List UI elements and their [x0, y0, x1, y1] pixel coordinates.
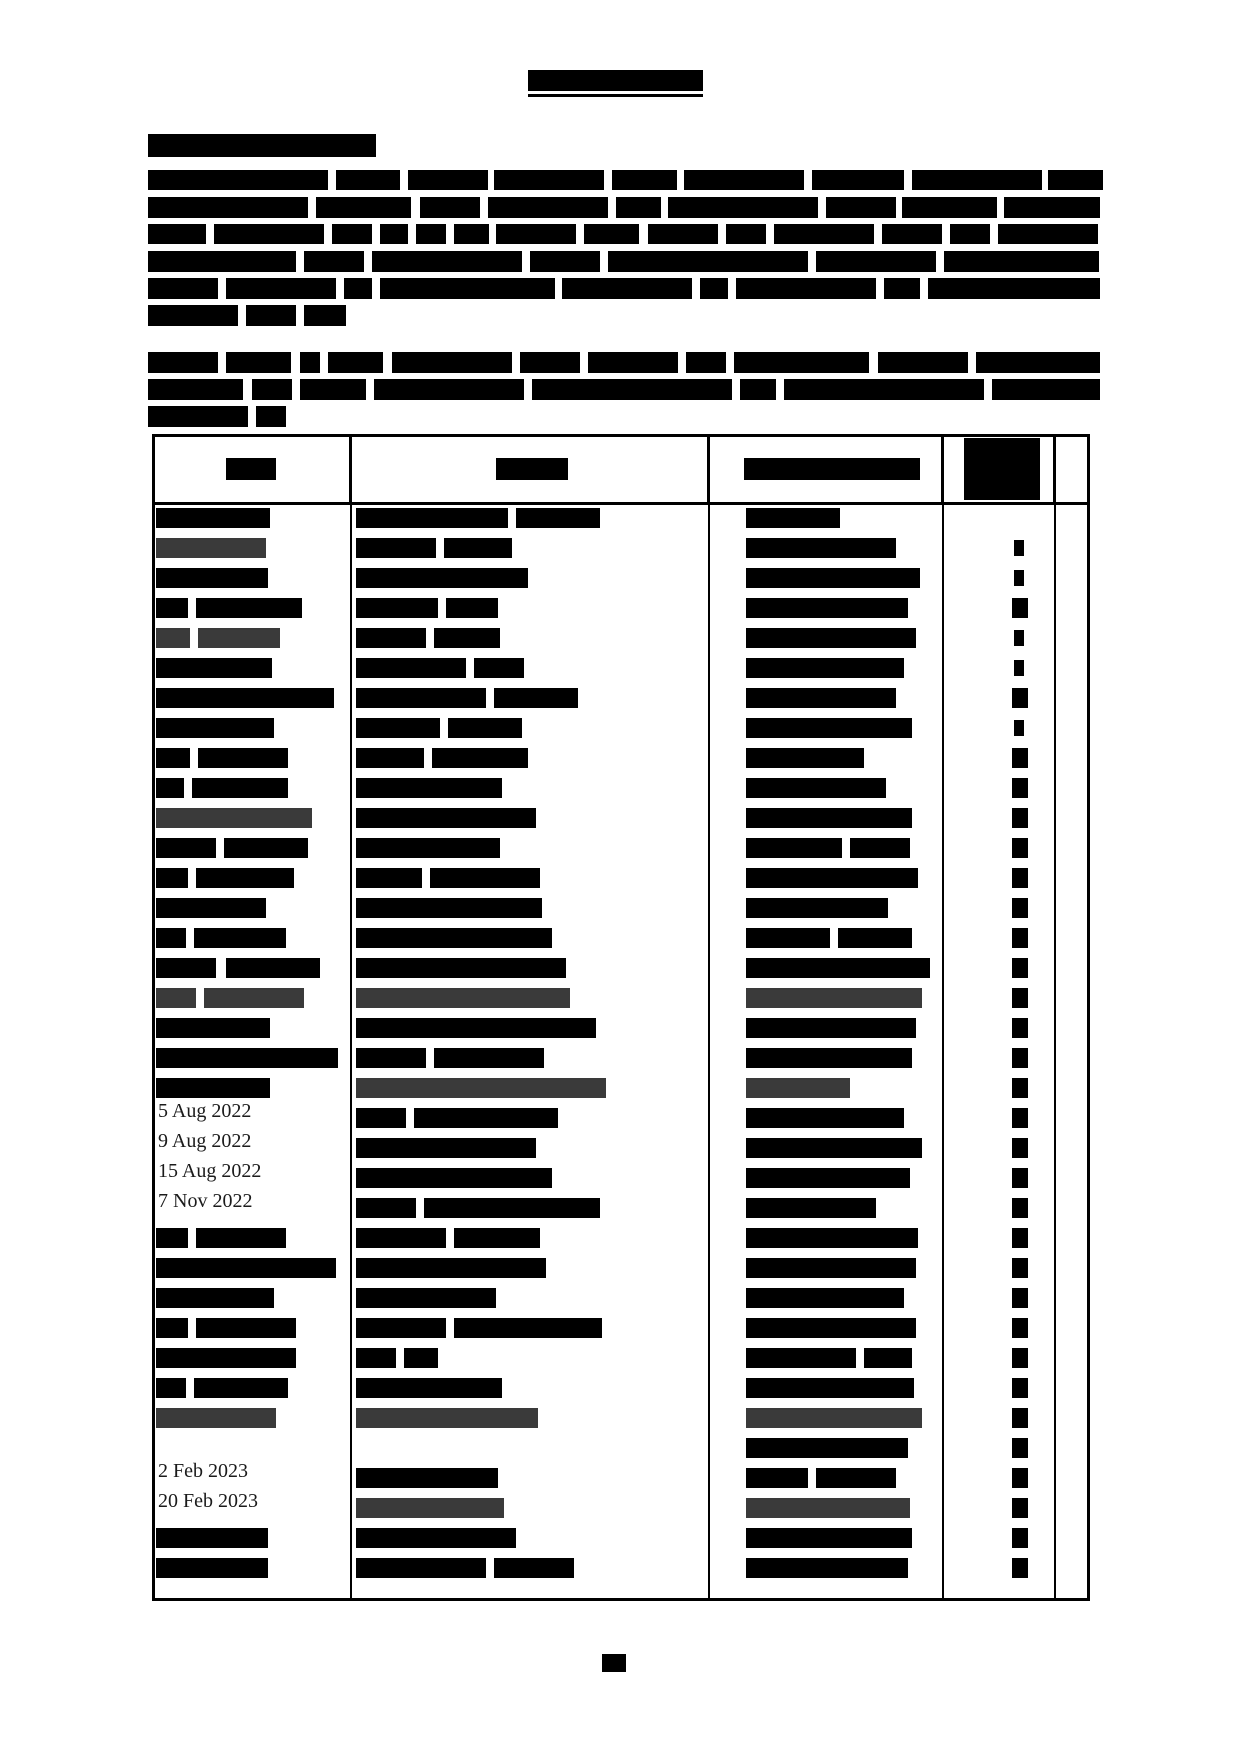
- paragraph-line: [148, 305, 238, 326]
- paragraph-line: [944, 251, 1099, 272]
- cell-date-redaction: [156, 1048, 338, 1068]
- cell-source-redaction: [746, 928, 830, 948]
- paragraph-line: [784, 379, 984, 400]
- cell-source-redaction: [746, 1228, 918, 1248]
- paragraph-line: [816, 251, 936, 272]
- paragraph-line: [588, 352, 678, 373]
- table-border-top: [152, 434, 1090, 437]
- cell-mark-redaction: [1014, 570, 1024, 586]
- table-col-separator-4: [1053, 434, 1056, 502]
- cell-date-text: 20 Feb 2023: [158, 1490, 258, 1512]
- paragraph-line: [344, 278, 372, 299]
- table-col-separator-4-body: [1054, 505, 1056, 1598]
- cell-source-redaction: [850, 838, 910, 858]
- cell-description-redaction: [454, 1228, 540, 1248]
- cell-description-redaction: [356, 1198, 416, 1218]
- cell-mark-redaction: [1012, 1558, 1028, 1578]
- cell-source-redaction: [746, 1558, 908, 1578]
- paragraph-line: [226, 352, 291, 373]
- cell-description-redaction: [474, 658, 524, 678]
- paragraph-line: [408, 170, 488, 190]
- cell-description-redaction: [356, 1468, 498, 1488]
- cell-description-redaction: [356, 958, 566, 978]
- paragraph-line: [902, 197, 997, 218]
- paragraph-line: [734, 352, 869, 373]
- cell-date-text: 15 Aug 2022: [158, 1160, 262, 1182]
- cell-description-redaction: [356, 628, 426, 648]
- cell-date-text: 7 Nov 2022: [158, 1190, 253, 1212]
- paragraph-line: [812, 170, 904, 190]
- document-title-redaction: [528, 70, 703, 91]
- cell-source-redaction: [746, 718, 912, 738]
- cell-date-text: 2 Feb 2023: [158, 1460, 248, 1482]
- cell-source-redaction: [746, 1378, 914, 1398]
- cell-description-redaction: [404, 1348, 438, 1368]
- cell-date-redaction: [156, 778, 184, 798]
- paragraph-line: [700, 278, 728, 299]
- cell-date-redaction: [156, 568, 268, 588]
- paragraph-line: [686, 352, 726, 373]
- cell-date-redaction: [156, 688, 334, 708]
- cell-mark-redaction: [1012, 748, 1028, 768]
- cell-description-redaction: [494, 1558, 574, 1578]
- cell-mark-redaction: [1012, 1228, 1028, 1248]
- paragraph-line: [684, 170, 804, 190]
- cell-source-redaction: [746, 658, 904, 678]
- cell-mark-redaction: [1012, 1198, 1028, 1218]
- cell-source-redaction: [746, 1168, 910, 1188]
- paragraph-line: [214, 224, 324, 244]
- paragraph-line: [494, 170, 604, 190]
- cell-mark-redaction: [1012, 1348, 1028, 1368]
- paragraph-line: [608, 251, 808, 272]
- paragraph-line: [726, 224, 766, 244]
- cell-date-redaction: [156, 928, 186, 948]
- cell-date-redaction: [156, 988, 196, 1008]
- cell-description-redaction: [424, 1198, 600, 1218]
- paragraph-line: [226, 278, 336, 299]
- cell-description-redaction: [356, 688, 486, 708]
- cell-description-redaction: [356, 1228, 446, 1248]
- paragraph-line: [1004, 197, 1100, 218]
- cell-mark-redaction: [1012, 1498, 1028, 1518]
- page-number-redaction: [602, 1654, 626, 1672]
- paragraph-line: [736, 278, 876, 299]
- paragraph-line: [380, 278, 555, 299]
- table-col-separator-3-body: [942, 505, 944, 1598]
- cell-date-redaction: [156, 1288, 274, 1308]
- paragraph-line: [562, 278, 692, 299]
- paragraph-line: [648, 224, 718, 244]
- cell-source-redaction: [746, 1468, 808, 1488]
- paragraph-line: [976, 352, 1100, 373]
- paragraph-line: [612, 170, 677, 190]
- cell-source-redaction: [746, 688, 896, 708]
- cell-description-redaction: [356, 838, 500, 858]
- cell-date-redaction: [156, 808, 312, 828]
- paragraph-line: [496, 224, 576, 244]
- table-header-separator: [152, 502, 1090, 505]
- table-col-separator-3: [941, 434, 944, 502]
- cell-description-redaction: [356, 598, 438, 618]
- cell-mark-redaction: [1012, 1108, 1028, 1128]
- cell-description-redaction: [356, 1108, 406, 1128]
- cell-source-redaction: [746, 988, 922, 1008]
- cell-description-redaction: [356, 718, 440, 738]
- cell-mark-redaction: [1012, 1288, 1028, 1308]
- cell-mark-redaction: [1012, 898, 1028, 918]
- cell-date-redaction: [156, 748, 190, 768]
- cell-date-redaction: [156, 838, 216, 858]
- paragraph-line: [488, 197, 608, 218]
- paragraph-line: [148, 251, 296, 272]
- paragraph-line: [530, 251, 600, 272]
- table-col-separator-2: [707, 434, 710, 502]
- cell-date-redaction: [156, 1348, 296, 1368]
- cell-mark-redaction: [1012, 1438, 1028, 1458]
- table-col-separator-1: [349, 434, 352, 502]
- cell-description-redaction: [356, 508, 508, 528]
- cell-source-redaction: [746, 568, 920, 588]
- paragraph-line: [336, 170, 400, 190]
- cell-description-redaction: [356, 1078, 606, 1098]
- cell-description-redaction: [448, 718, 522, 738]
- cell-date-redaction: [156, 508, 270, 528]
- cell-source-redaction: [746, 868, 918, 888]
- paragraph-line: [616, 197, 661, 218]
- cell-date-redaction: [198, 748, 288, 768]
- document-title-underline: [528, 94, 703, 97]
- paragraph-line: [774, 224, 874, 244]
- paragraph-line: [316, 197, 411, 218]
- paragraph-line: [246, 305, 296, 326]
- cell-mark-redaction: [1012, 1048, 1028, 1068]
- cell-date-redaction: [156, 598, 188, 618]
- column-header-mark-redaction: [964, 438, 1040, 500]
- cell-source-redaction: [746, 1318, 916, 1338]
- cell-description-redaction: [446, 598, 498, 618]
- cell-source-redaction: [746, 1078, 850, 1098]
- cell-date-redaction: [196, 598, 302, 618]
- table-col-separator-2-body: [708, 505, 710, 1598]
- paragraph-line: [950, 224, 990, 244]
- cell-description-redaction: [454, 1318, 602, 1338]
- cell-mark-redaction: [1012, 1318, 1028, 1338]
- paragraph-line: [304, 305, 346, 326]
- cell-description-redaction: [356, 748, 424, 768]
- cell-date-redaction: [156, 1378, 186, 1398]
- paragraph-line: [532, 379, 732, 400]
- cell-description-redaction: [356, 1138, 536, 1158]
- cell-source-redaction: [746, 1138, 922, 1158]
- cell-date-redaction: [156, 898, 266, 918]
- table-border-bottom: [152, 1598, 1090, 1601]
- cell-date-redaction: [192, 778, 288, 798]
- cell-description-redaction: [356, 538, 436, 558]
- table-border-left: [152, 434, 155, 1601]
- cell-date-redaction: [226, 958, 320, 978]
- cell-description-redaction: [356, 1048, 426, 1068]
- cell-source-redaction: [746, 1048, 912, 1068]
- cell-source-redaction: [864, 1348, 912, 1368]
- cell-mark-redaction: [1014, 660, 1024, 676]
- paragraph-line: [420, 197, 480, 218]
- cell-description-redaction: [356, 1168, 552, 1188]
- paragraph-line: [252, 379, 292, 400]
- cell-source-redaction: [746, 508, 840, 528]
- paragraph-line: [584, 224, 639, 244]
- cell-date-redaction: [156, 1018, 270, 1038]
- paragraph-line: [878, 352, 968, 373]
- section-heading-redaction: [148, 134, 376, 157]
- cell-source-redaction: [746, 748, 864, 768]
- cell-source-redaction: [746, 778, 886, 798]
- cell-mark-redaction: [1012, 1168, 1028, 1188]
- cell-date-redaction: [156, 1258, 336, 1278]
- cell-mark-redaction: [1012, 1408, 1028, 1428]
- cell-description-redaction: [356, 1018, 596, 1038]
- cell-description-redaction: [434, 1048, 544, 1068]
- cell-source-redaction: [746, 538, 896, 558]
- cell-mark-redaction: [1012, 1528, 1028, 1548]
- cell-description-redaction: [356, 1528, 516, 1548]
- cell-mark-redaction: [1012, 1078, 1028, 1098]
- cell-source-redaction: [746, 1258, 916, 1278]
- cell-source-redaction: [816, 1468, 896, 1488]
- cell-description-redaction: [356, 568, 528, 588]
- cell-description-redaction: [430, 868, 540, 888]
- cell-date-redaction: [156, 1228, 188, 1248]
- cell-source-redaction: [746, 838, 842, 858]
- cell-description-redaction: [356, 1378, 502, 1398]
- cell-date-redaction: [194, 1378, 288, 1398]
- cell-source-redaction: [746, 1438, 908, 1458]
- cell-description-redaction: [494, 688, 578, 708]
- cell-mark-redaction: [1012, 838, 1028, 858]
- cell-mark-redaction: [1014, 630, 1024, 646]
- paragraph-line: [668, 197, 818, 218]
- paragraph-line: [332, 224, 372, 244]
- cell-description-redaction: [356, 658, 466, 678]
- paragraph-line: [148, 224, 206, 244]
- cell-date-redaction: [156, 1528, 268, 1548]
- cell-source-redaction: [746, 598, 908, 618]
- cell-date-redaction: [196, 1318, 296, 1338]
- paragraph-line: [1048, 170, 1103, 190]
- cell-source-redaction: [746, 1408, 922, 1428]
- cell-date-redaction: [198, 628, 280, 648]
- paragraph-line: [416, 224, 446, 244]
- cell-source-redaction: [746, 1498, 910, 1518]
- paragraph-line: [148, 170, 328, 190]
- column-header-source-redaction: [744, 458, 920, 480]
- cell-date-redaction: [194, 928, 286, 948]
- cell-date-redaction: [156, 1558, 268, 1578]
- cell-date-redaction: [156, 1318, 188, 1338]
- cell-mark-redaction: [1012, 1018, 1028, 1038]
- cell-date-redaction: [196, 1228, 286, 1248]
- cell-date-text: 9 Aug 2022: [158, 1130, 252, 1152]
- cell-source-redaction: [746, 1108, 904, 1128]
- cell-date-redaction: [156, 718, 274, 738]
- cell-mark-redaction: [1012, 598, 1028, 618]
- cell-source-redaction: [746, 898, 888, 918]
- paragraph-line: [148, 197, 308, 218]
- paragraph-line: [912, 170, 1042, 190]
- cell-source-redaction: [838, 928, 912, 948]
- cell-date-text: 5 Aug 2022: [158, 1100, 252, 1122]
- cell-date-redaction: [156, 538, 266, 558]
- cell-description-redaction: [356, 808, 536, 828]
- cell-source-redaction: [746, 1018, 916, 1038]
- cell-date-redaction: [156, 958, 216, 978]
- cell-description-redaction: [356, 1558, 486, 1578]
- cell-description-redaction: [434, 628, 500, 648]
- table-border-right: [1087, 434, 1090, 1601]
- paragraph-line: [998, 224, 1098, 244]
- column-header-date-redaction: [226, 458, 276, 480]
- cell-mark-redaction: [1012, 688, 1028, 708]
- paragraph-line: [392, 352, 512, 373]
- paragraph-line: [304, 251, 364, 272]
- cell-description-redaction: [356, 1318, 446, 1338]
- paragraph-line: [300, 352, 320, 373]
- cell-mark-redaction: [1012, 868, 1028, 888]
- paragraph-line: [372, 251, 522, 272]
- cell-date-redaction: [224, 838, 308, 858]
- cell-description-redaction: [356, 988, 570, 1008]
- table-col-separator-1-body: [350, 505, 352, 1598]
- paragraph-line: [148, 406, 248, 427]
- cell-mark-redaction: [1012, 808, 1028, 828]
- cell-description-redaction: [444, 538, 512, 558]
- cell-mark-redaction: [1012, 1378, 1028, 1398]
- cell-mark-redaction: [1012, 988, 1028, 1008]
- cell-description-redaction: [356, 1348, 396, 1368]
- cell-mark-redaction: [1012, 778, 1028, 798]
- paragraph-line: [256, 406, 286, 427]
- paragraph-line: [148, 278, 218, 299]
- paragraph-line: [328, 352, 383, 373]
- cell-mark-redaction: [1012, 958, 1028, 978]
- cell-mark-redaction: [1014, 720, 1024, 736]
- cell-source-redaction: [746, 1528, 912, 1548]
- cell-description-redaction: [432, 748, 528, 768]
- paragraph-line: [520, 352, 580, 373]
- paragraph-line: [148, 352, 218, 373]
- cell-description-redaction: [356, 1408, 538, 1428]
- cell-description-redaction: [516, 508, 600, 528]
- paragraph-line: [740, 379, 776, 400]
- paragraph-line: [882, 224, 942, 244]
- paragraph-line: [826, 197, 896, 218]
- paragraph-line: [928, 278, 1100, 299]
- cell-description-redaction: [356, 778, 502, 798]
- paragraph-line: [300, 379, 366, 400]
- paragraph-line: [374, 379, 524, 400]
- cell-description-redaction: [356, 1258, 546, 1278]
- cell-mark-redaction: [1012, 1138, 1028, 1158]
- cell-mark-redaction: [1014, 540, 1024, 556]
- column-header-description-redaction: [496, 458, 568, 480]
- cell-source-redaction: [746, 1348, 856, 1368]
- cell-description-redaction: [356, 1288, 496, 1308]
- paragraph-line: [454, 224, 489, 244]
- cell-description-redaction: [414, 1108, 558, 1128]
- cell-date-redaction: [156, 868, 188, 888]
- cell-date-redaction: [156, 628, 190, 648]
- paragraph-line: [148, 379, 243, 400]
- cell-description-redaction: [356, 928, 552, 948]
- cell-description-redaction: [356, 898, 542, 918]
- cell-mark-redaction: [1012, 1468, 1028, 1488]
- paragraph-line: [884, 278, 920, 299]
- cell-date-redaction: [156, 658, 272, 678]
- cell-source-redaction: [746, 958, 930, 978]
- cell-date-redaction: [156, 1078, 270, 1098]
- cell-source-redaction: [746, 1288, 904, 1308]
- cell-date-redaction: [204, 988, 304, 1008]
- paragraph-line: [992, 379, 1100, 400]
- cell-source-redaction: [746, 628, 916, 648]
- cell-date-redaction: [196, 868, 294, 888]
- cell-source-redaction: [746, 1198, 876, 1218]
- cell-description-redaction: [356, 868, 422, 888]
- cell-source-redaction: [746, 808, 912, 828]
- cell-description-redaction: [356, 1498, 504, 1518]
- cell-mark-redaction: [1012, 1258, 1028, 1278]
- cell-date-redaction: [156, 1408, 276, 1428]
- paragraph-line: [380, 224, 408, 244]
- cell-mark-redaction: [1012, 928, 1028, 948]
